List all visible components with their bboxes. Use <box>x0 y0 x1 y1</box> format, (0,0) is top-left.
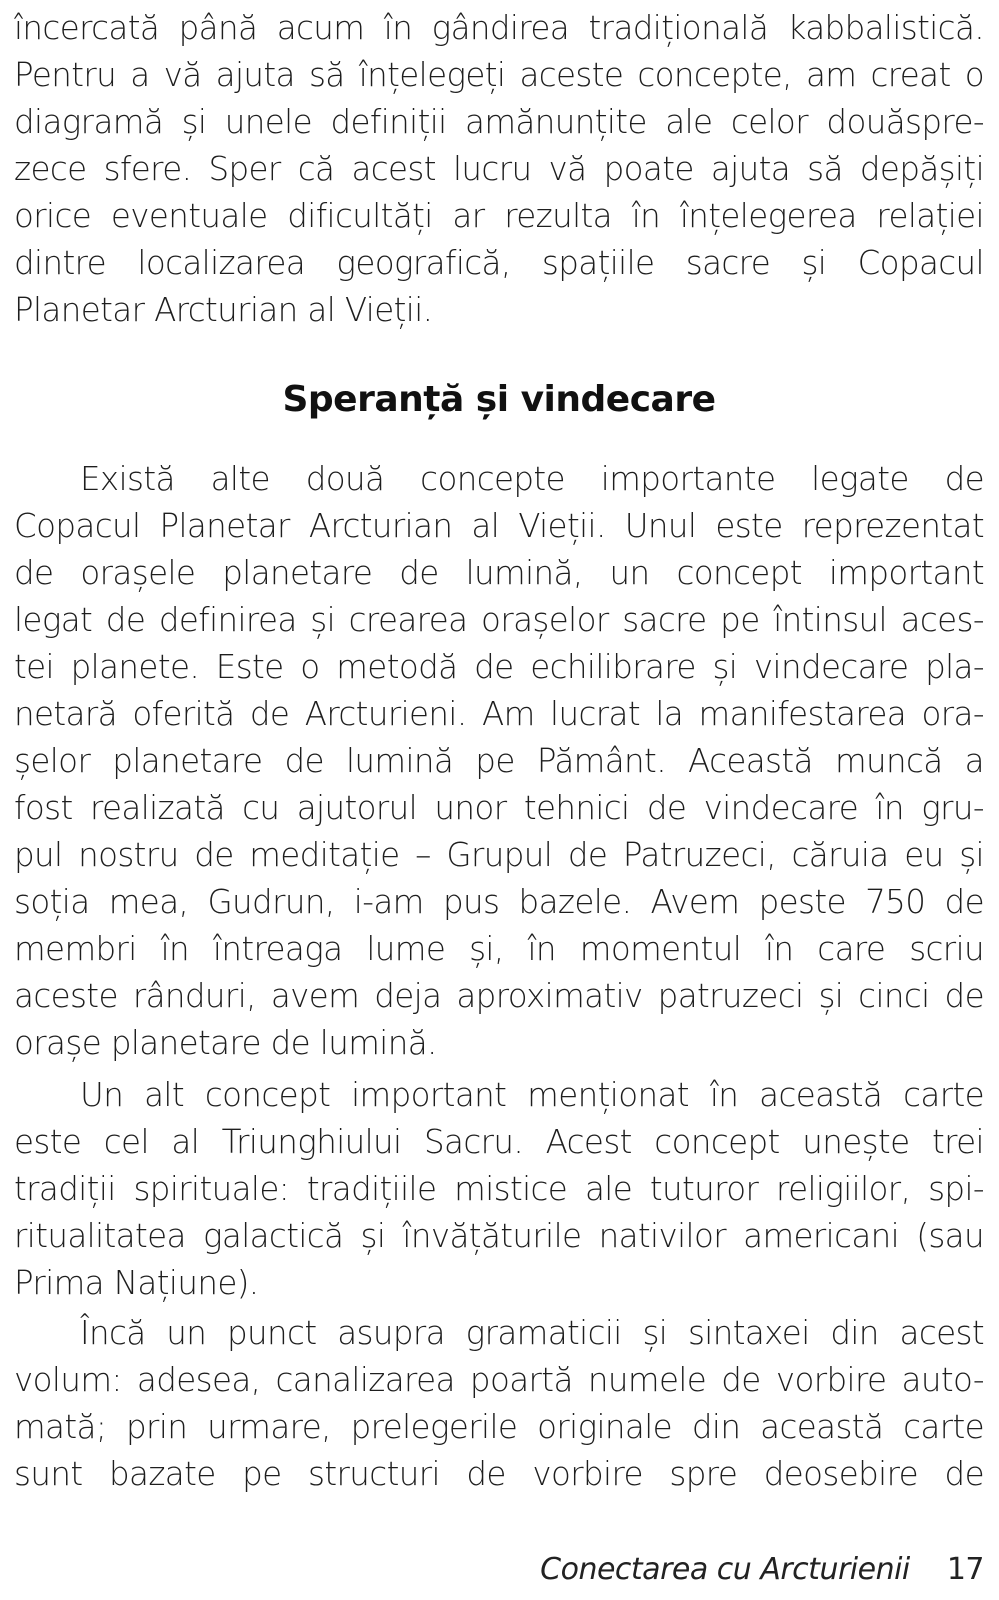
text-line: pul nostru de meditație – Grupul de Patruzeci, căruia eu și <box>14 836 984 874</box>
text-line: Încă un punct asupra gramaticii și sintaxei din acest <box>80 1314 984 1352</box>
page-number: 17 <box>946 1552 984 1587</box>
text-line: încercată până acum în gândirea tradițională kabbalistică. <box>14 9 984 47</box>
text-line: orașe planetare de lumină. <box>14 1024 437 1062</box>
text-line: aceste rânduri, avem deja aproximativ patruzeci și cinci de <box>14 977 984 1015</box>
text-line: Există alte două concepte importante legate de <box>80 460 984 498</box>
text-line: sunt bazate pe structuri de vorbire spre deosebire de <box>14 1455 984 1493</box>
text-line: tradiții spirituale: tradițiile mistice ale tuturor religiilor, spi- <box>14 1170 984 1208</box>
text-line: diagramă și unele definiții amănunțite ale celor douăspre- <box>14 103 984 141</box>
text-line: Pentru a vă ajuta să înțelegeți aceste concepte, am creat o <box>14 56 984 94</box>
section-heading: Speranță și vindecare <box>282 379 716 420</box>
text-line: dintre localizarea geografică, spațiile sacre și Copacul <box>14 244 984 282</box>
text-line: soția mea, Gudrun, i-am pus bazele. Avem peste 750 de <box>14 883 984 921</box>
text-line: șelor planetare de lumină pe Pământ. Această muncă a <box>14 742 984 780</box>
text-line: orice eventuale dificultăți ar rezulta în înțelegerea relației <box>14 197 984 235</box>
text-line: este cel al Triunghiului Sacru. Acest concept unește trei <box>14 1123 984 1161</box>
text-line: fost realizată cu ajutorul unor tehnici de vindecare în gru- <box>14 789 984 827</box>
text-line: membri în întreaga lume și, în momentul în care scriu <box>14 930 984 968</box>
text-line: legat de definirea și crearea orașelor sacre pe întinsul aces- <box>14 601 984 639</box>
text-line: de orașele planetare de lumină, un concept important <box>14 554 984 592</box>
page-footer <box>540 1548 984 1592</box>
text-line: Copacul Planetar Arcturian al Vieții. Unul este reprezentat <box>14 507 984 545</box>
text-line: Prima Națiune). <box>14 1264 259 1302</box>
text-line: Un alt concept important menționat în această carte <box>80 1076 984 1114</box>
text-line: Planetar Arcturian al Vieții. <box>14 291 433 329</box>
text-line: tei planete. Este o metodă de echilibrare și vindecare pla- <box>14 648 984 686</box>
text-line: zece sfere. Sper că acest lucru vă poate ajuta să depășiți <box>14 150 984 188</box>
running-title: Conectarea cu Arcturienii <box>540 1552 910 1587</box>
text-line: ritualitatea galactică și învățăturile nativilor americani (sau <box>14 1217 984 1255</box>
text-line: volum: adesea, canalizarea poartă numele de vorbire auto- <box>14 1361 984 1399</box>
text-line: mată; prin urmare, prelegerile originale din această carte <box>14 1408 984 1446</box>
text-line: netară oferită de Arcturieni. Am lucrat la manifestarea ora- <box>14 695 984 733</box>
